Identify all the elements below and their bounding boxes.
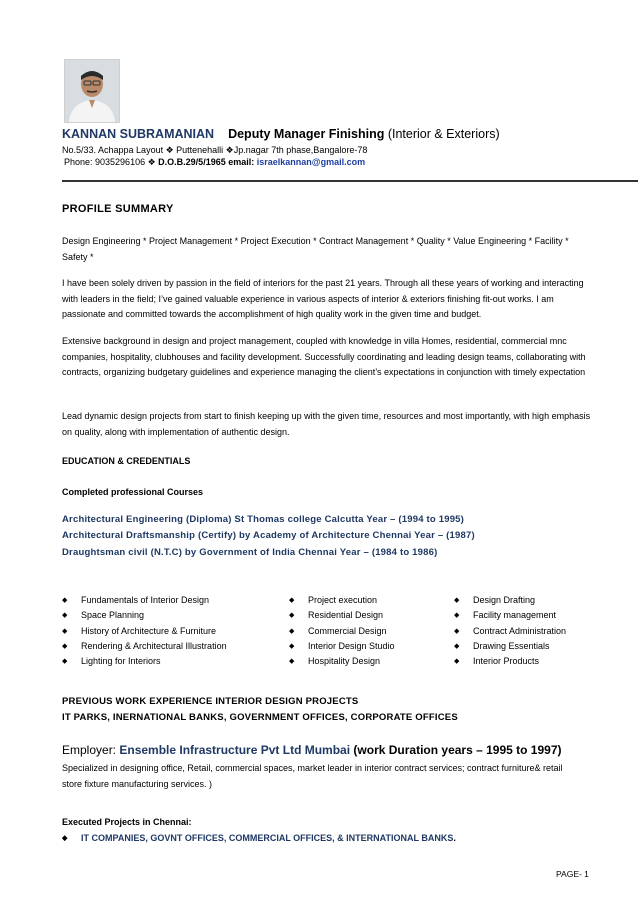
list-item: ◆ Lighting for Interiors — [62, 654, 227, 669]
work-duration: (work Duration years – 1995 to 1997) — [350, 743, 562, 757]
list-item: ◆ Fundamentals of Interior Design — [62, 593, 227, 608]
list-item: ◆ Contract Administration — [454, 624, 566, 639]
list-item: ◆ Residential Design — [289, 608, 395, 623]
course-item: Draughtsman civil (N.T.C) by Government of India Chennai Year – (1984 to 1986) — [62, 547, 438, 558]
list-item: ◆ Rendering & Architectural Illustration — [62, 639, 227, 654]
dob: D.O.B.29/5/1965 — [158, 157, 226, 167]
education-heading: EDUCATION & CREDENTIALS — [62, 456, 191, 466]
bullet-icon: ◆ — [62, 642, 68, 650]
list-item: ◆ Interior Design Studio — [289, 639, 395, 654]
bullet-icon: ◆ — [454, 658, 460, 666]
bullet-icon: ◆ — [289, 612, 295, 620]
profile-paragraph-2: Extensive background in design and project management, coupled with knowledge in villa Homes, residential, commercial mnc companies, hospitality, clubhouses and facility development. Successfully coordinating and leading design teams, collaborating with contracts, organizing budgetary guidelines and experience managing the client’s expectations in conjunction with timely expectation — [62, 336, 586, 377]
courses-subheading: Completed professional Courses — [62, 487, 204, 497]
course-item: Architectural Draftsmanship (Certify) by Academy of Architecture Chennai Year – (1987) — [62, 530, 475, 541]
list-item: ◆ History of Architecture & Furniture — [62, 624, 227, 639]
list-item: ◆ Drawing Essentials — [454, 639, 566, 654]
bullet-icon: ◆ — [454, 627, 460, 635]
job-title: Deputy Manager Finishing — [228, 127, 385, 141]
profile-photo — [64, 59, 120, 123]
executed-projects-heading: Executed Projects in Chennai: — [62, 817, 192, 827]
employer-name: Ensemble Infrastructure Pvt Ltd Mumbai — [119, 743, 351, 757]
header-divider — [62, 180, 638, 182]
list-item: ◆ Commercial Design — [289, 624, 395, 639]
profile-keywords: Design Engineering * Project Management * Project Execution * Contract Management * Quality * Value Engineering * Facility * Safety * — [62, 236, 569, 262]
bullet-icon: ◆ — [62, 658, 68, 666]
bullet-icon: ◆ — [62, 835, 68, 842]
bullet-icon: ◆ — [62, 627, 68, 635]
employer-line — [62, 743, 562, 757]
skills-column-3 — [454, 593, 566, 669]
bullet-icon: ◆ — [454, 612, 460, 620]
list-item: ◆ Facility management — [454, 608, 566, 623]
bullet-icon: ◆ — [289, 642, 295, 650]
experience-heading: PREVIOUS WORK EXPERIENCE INTERIOR DESIGN PROJECTS — [62, 696, 359, 707]
profile-paragraph-3: Lead dynamic design projects from start to finish keeping up with the given time, resources and most importantly, with high emphasis on quality, along with implementation of authentic design. — [62, 411, 591, 437]
email-link[interactable]: israelkannan@gmail.com — [256, 157, 366, 167]
executed-project-item: ◆ IT COMPANIES, GOVNT OFFICES, COMMERCIAL OFFICES, & INTERNATIONAL BANKS . — [62, 833, 456, 843]
job-title-suffix: (Interior & Exteriors) — [384, 127, 500, 141]
bullet-icon: ◆ — [454, 642, 460, 650]
phone: Phone: 9035296106 ❖ — [64, 157, 156, 167]
bullet-icon: ◆ — [289, 627, 295, 635]
list-item: ◆ Project execution — [289, 593, 395, 608]
employer-description: Specialized in designing office, Retail, commercial spaces, market leader in interior contract services; contract furniture& retail store fixture manufacturing services. ) — [62, 763, 563, 789]
bullet-icon: ◆ — [454, 597, 460, 604]
candidate-name: KANNAN SUBRAMANIAN — [62, 127, 215, 141]
experience-subheading: IT PARKS, INERNATIONAL BANKS, GOVERNMENT OFFICES, CORPORATE OFFICES — [62, 712, 458, 723]
employer-label: Employer: — [62, 743, 120, 757]
skills-column-2 — [289, 593, 395, 669]
bullet-icon: ◆ — [62, 612, 68, 620]
bullet-icon: ◆ — [62, 597, 68, 604]
list-item: ◆ Hospitality Design — [289, 654, 395, 669]
list-item: ◆ Interior Products — [454, 654, 566, 669]
list-item: ◆ Design Drafting — [454, 593, 566, 608]
profile-heading: PROFILE SUMMARY — [62, 203, 174, 215]
course-item: Architectural Engineering (Diploma) St Thomas college Calcutta Year – (1994 to 1995) — [62, 514, 465, 525]
bullet-icon: ◆ — [289, 658, 295, 666]
bullet-icon: ◆ — [289, 597, 295, 604]
page-number: PAGE- 1 — [556, 869, 589, 879]
email-label: email: — [228, 157, 255, 167]
profile-paragraph-1: I have been solely driven by passion in the field of interiors for the past 21 years. Through all these years of working and interacting with leaders in the field; I’ve gained valuable experience in various aspects of interior & exteriors finishing fit-out works. I am passionate and committed towards the accomplishment of high quality work in the given time and budget. — [62, 278, 584, 319]
name-title-line — [62, 127, 500, 141]
list-item: ◆ Space Planning — [62, 608, 227, 623]
skills-column-1 — [62, 593, 227, 669]
contact-line — [64, 157, 365, 168]
address: No.5/33. Achappa Layout ❖ Puttenehalli ❖Jp.nagar 7th phase,Bangalore-78 — [62, 145, 368, 155]
